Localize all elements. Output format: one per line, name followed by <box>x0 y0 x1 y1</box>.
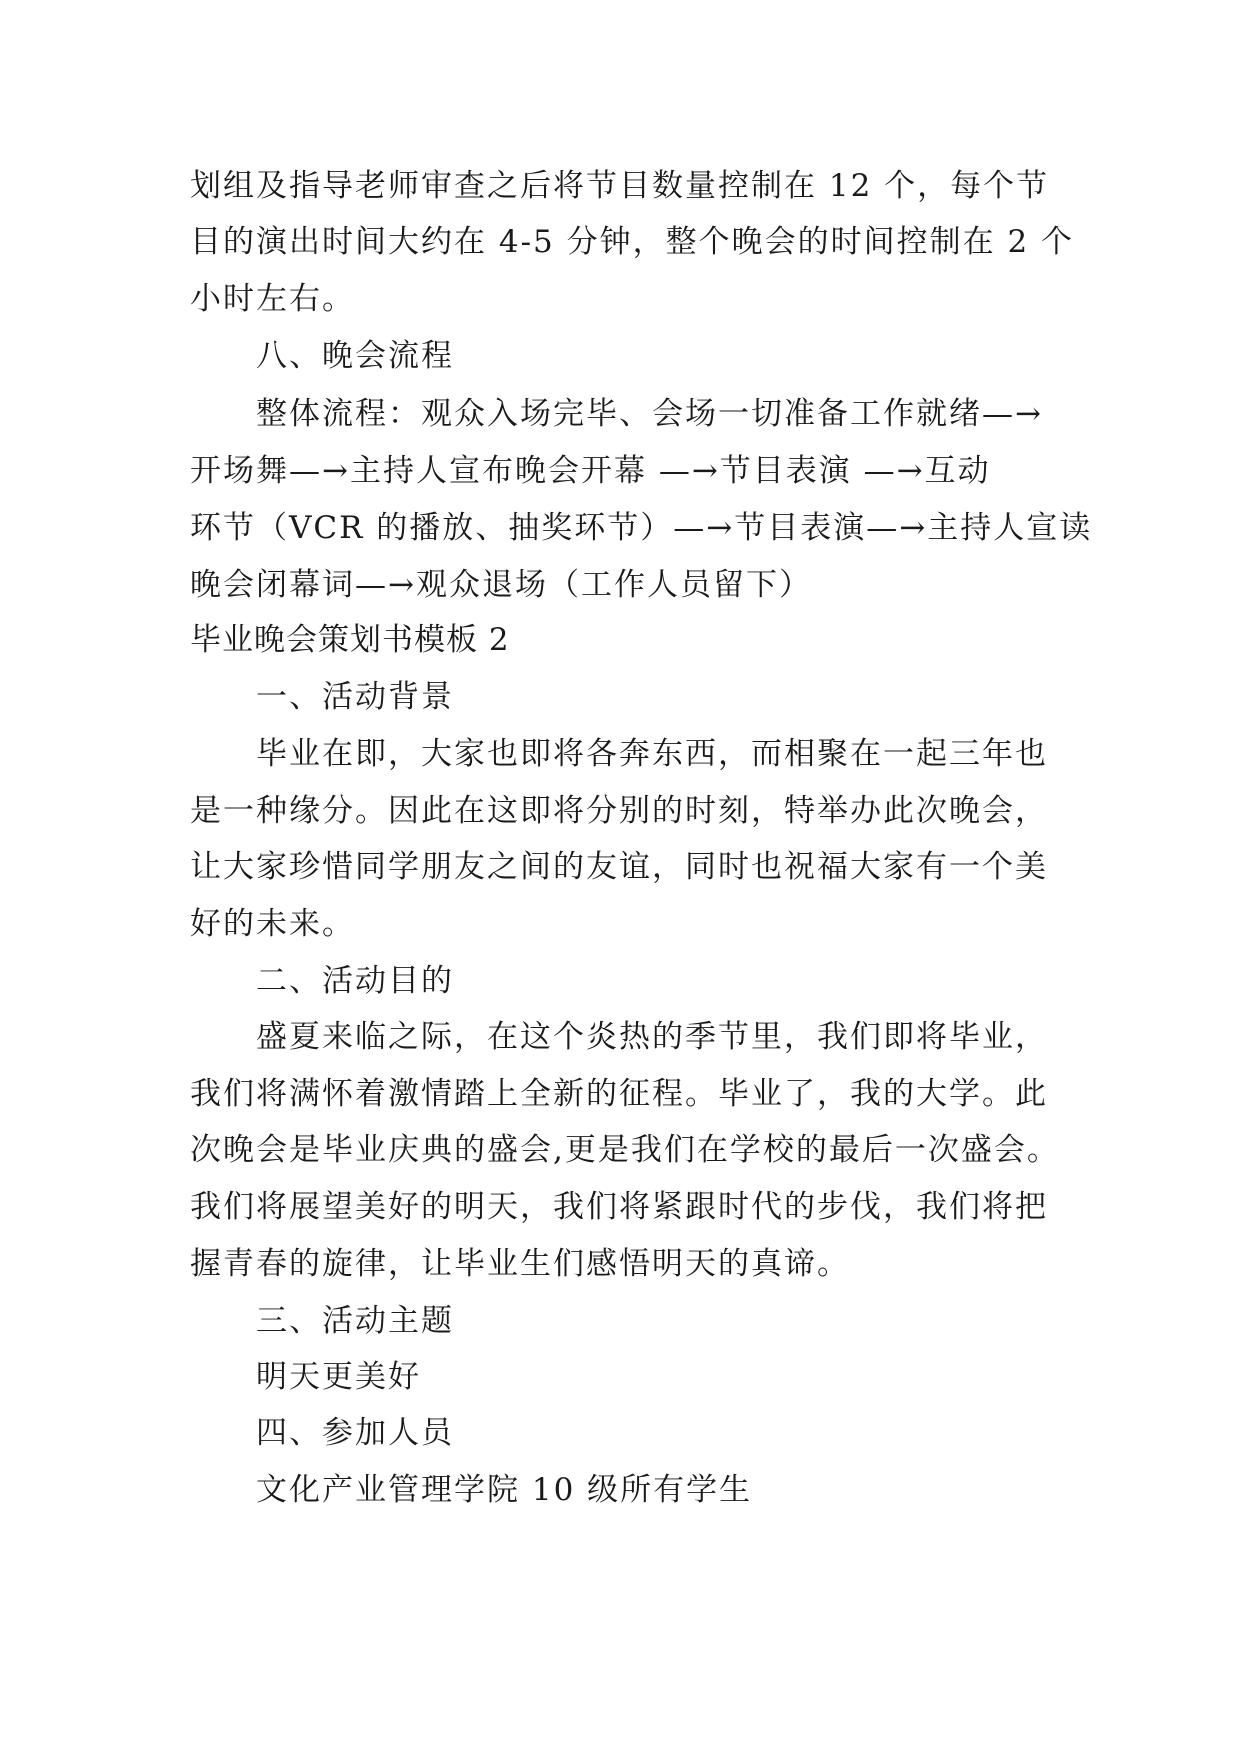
paragraph-line: 小时左右。 <box>190 281 355 317</box>
paragraph-line: 开场舞—→主持人宣布晚会开幕 —→节目表演 —→互动 <box>190 453 991 489</box>
paragraph-line: 晚会闭幕词—→观众退场（工作人员留下） <box>190 567 812 603</box>
paragraph-line: 次晚会是毕业庆典的盛会,更是我们在学校的最后一次盛会。 <box>190 1132 1060 1168</box>
paragraph-line: 是一种缘分。因此在这即将分别的时刻，特举办此次晚会， <box>190 793 1048 829</box>
paragraph-line: 好的未来。 <box>190 906 355 942</box>
paragraph-line: 让大家珍惜同学朋友之间的友谊，同时也祝福大家有一个美 <box>190 849 1048 885</box>
paragraph-line: 目的演出时间大约在 4-5 分钟，整个晚会的时间控制在 2 个 <box>190 224 1075 260</box>
paragraph-line: 文化产业管理学院 10 级所有学生 <box>256 1472 753 1508</box>
paragraph-line: 握青春的旋律，让毕业生们感悟明天的真谛。 <box>190 1246 850 1282</box>
section-heading: 八、晚会流程 <box>256 338 454 374</box>
section-heading: 二、活动目的 <box>256 963 454 999</box>
paragraph-line: 整体流程：观众入场完毕、会场一切准备工作就绪—→ <box>256 396 1043 432</box>
paragraph-line: 环节（VCR 的播放、抽奖环节）—→节目表演—→主持人宣读 <box>190 510 1093 546</box>
paragraph-line: 明天更美好 <box>256 1359 421 1395</box>
section-heading: 三、活动主题 <box>256 1303 454 1339</box>
paragraph-line: 我们将满怀着激情踏上全新的征程。毕业了，我的大学。此 <box>190 1076 1048 1112</box>
section-heading: 四、参加人员 <box>256 1415 454 1451</box>
paragraph-line: 我们将展望美好的明天，我们将紧跟时代的步伐，我们将把 <box>190 1189 1048 1225</box>
document-title: 毕业晚会策划书模板 2 <box>190 622 510 658</box>
paragraph-line: 盛夏来临之际，在这个炎热的季节里，我们即将毕业， <box>256 1019 1048 1055</box>
paragraph-line: 毕业在即，大家也即将各奔东西，而相聚在一起三年也 <box>256 736 1048 772</box>
section-heading: 一、活动背景 <box>256 679 454 715</box>
paragraph-line: 划组及指导老师审查之后将节目数量控制在 12 个，每个节 <box>190 168 1050 204</box>
